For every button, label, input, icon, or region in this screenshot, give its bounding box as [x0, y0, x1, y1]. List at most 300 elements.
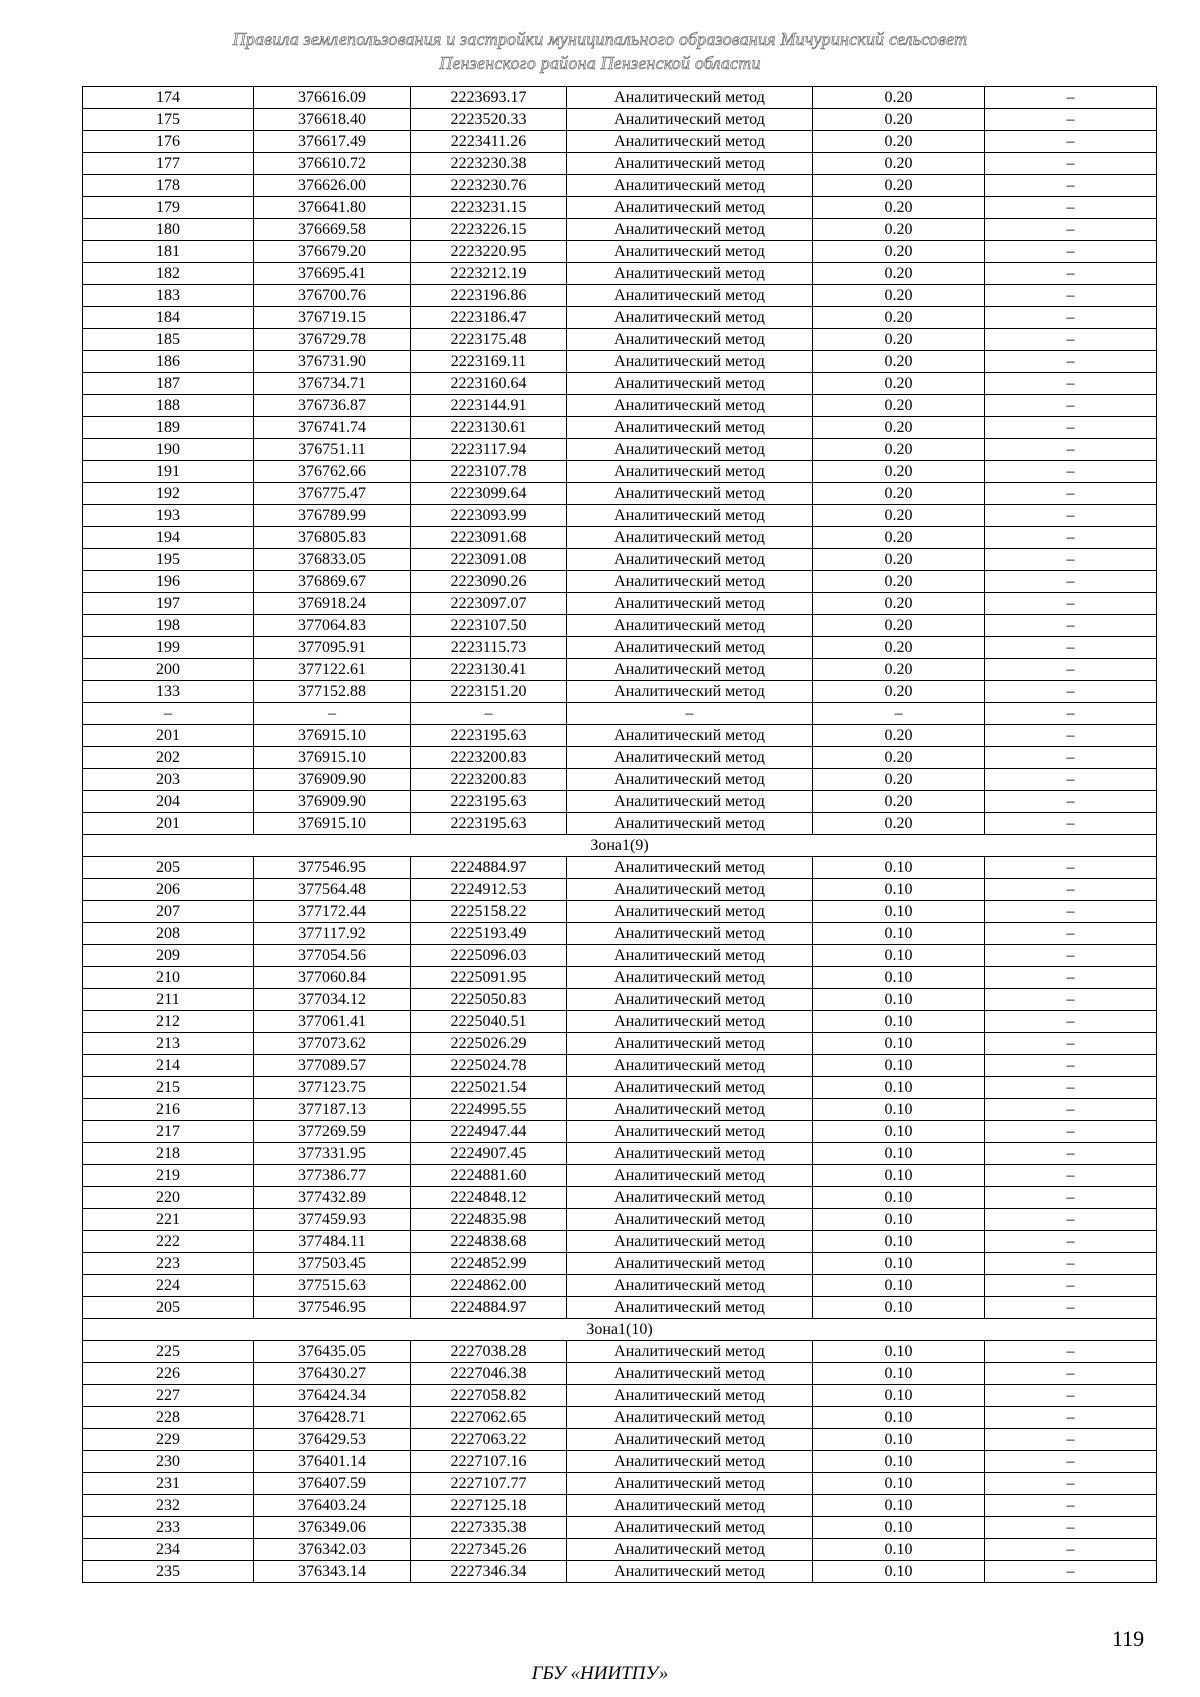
- table-row: [83, 615, 1157, 637]
- point-number-cell: 215: [83, 1077, 254, 1099]
- accuracy-cell: 0.20: [813, 131, 985, 153]
- table-row: [83, 241, 1157, 263]
- accuracy-cell: 0.20: [813, 373, 985, 395]
- method-cell: Аналитический метод: [567, 1429, 813, 1451]
- x-coordinate-cell: 377064.83: [254, 615, 411, 637]
- point-number-cell: 217: [83, 1121, 254, 1143]
- x-coordinate-cell: 376719.15: [254, 307, 411, 329]
- dash-cell: –: [985, 549, 1157, 571]
- y-coordinate-cell: 2225040.51: [411, 1011, 567, 1033]
- accuracy-cell: 0.20: [813, 87, 985, 109]
- x-coordinate-cell: 376679.20: [254, 241, 411, 263]
- y-coordinate-cell: 2225050.83: [411, 989, 567, 1011]
- accuracy-cell: 0.10: [813, 1407, 985, 1429]
- y-coordinate-cell: 2223212.19: [411, 263, 567, 285]
- x-coordinate-cell: 376428.71: [254, 1407, 411, 1429]
- method-cell: Аналитический метод: [567, 329, 813, 351]
- x-coordinate-cell: 377386.77: [254, 1165, 411, 1187]
- dash-cell: –: [985, 527, 1157, 549]
- dash-cell: –: [985, 1055, 1157, 1077]
- table-row: [83, 879, 1157, 901]
- accuracy-cell: 0.10: [813, 879, 985, 901]
- y-coordinate-cell: 2223130.41: [411, 659, 567, 681]
- x-coordinate-cell: 376729.78: [254, 329, 411, 351]
- table-row: [83, 263, 1157, 285]
- x-coordinate-cell: 376430.27: [254, 1363, 411, 1385]
- y-coordinate-cell: 2227335.38: [411, 1517, 567, 1539]
- y-coordinate-cell: 2224881.60: [411, 1165, 567, 1187]
- accuracy-cell: 0.10: [813, 1077, 985, 1099]
- method-cell: Аналитический метод: [567, 1055, 813, 1077]
- point-number-cell: 209: [83, 945, 254, 967]
- method-cell: Аналитический метод: [567, 1121, 813, 1143]
- table-row: [83, 1143, 1157, 1165]
- table-row: [83, 351, 1157, 373]
- y-coordinate-cell: 2223099.64: [411, 483, 567, 505]
- method-cell: Аналитический метод: [567, 373, 813, 395]
- y-coordinate-cell: 2223160.64: [411, 373, 567, 395]
- method-cell: Аналитический метод: [567, 439, 813, 461]
- method-cell: Аналитический метод: [567, 307, 813, 329]
- point-number-cell: 235: [83, 1561, 254, 1583]
- dash-cell: –: [985, 1011, 1157, 1033]
- y-coordinate-cell: 2223151.20: [411, 681, 567, 703]
- dash-cell: –: [985, 285, 1157, 307]
- x-coordinate-cell: 376349.06: [254, 1517, 411, 1539]
- dash-cell: –: [985, 945, 1157, 967]
- zone-header-row: [83, 835, 1157, 857]
- method-cell: Аналитический метод: [567, 527, 813, 549]
- dash-cell: –: [985, 329, 1157, 351]
- x-coordinate-cell: 377515.63: [254, 1275, 411, 1297]
- point-number-cell: 226: [83, 1363, 254, 1385]
- accuracy-cell: 0.10: [813, 1385, 985, 1407]
- table-row: [83, 197, 1157, 219]
- y-coordinate-cell: 2225096.03: [411, 945, 567, 967]
- table-row: [83, 1231, 1157, 1253]
- accuracy-cell: 0.20: [813, 813, 985, 835]
- method-cell: Аналитический метод: [567, 637, 813, 659]
- method-cell: Аналитический метод: [567, 1561, 813, 1583]
- method-cell: Аналитический метод: [567, 219, 813, 241]
- y-coordinate-cell: 2225091.95: [411, 967, 567, 989]
- accuracy-cell: 0.10: [813, 1451, 985, 1473]
- dash-cell: –: [985, 659, 1157, 681]
- point-number-cell: 191: [83, 461, 254, 483]
- table-row: [83, 813, 1157, 835]
- method-cell: Аналитический метод: [567, 1473, 813, 1495]
- table-row: [83, 527, 1157, 549]
- point-number-cell: 229: [83, 1429, 254, 1451]
- page-footer: ГБУ «НИИТПУ»: [531, 1663, 669, 1684]
- dash-cell: –: [985, 131, 1157, 153]
- y-coordinate-cell: 2225193.49: [411, 923, 567, 945]
- accuracy-cell: 0.20: [813, 439, 985, 461]
- dash-cell: –: [985, 637, 1157, 659]
- x-coordinate-cell: 376435.05: [254, 1341, 411, 1363]
- method-cell: Аналитический метод: [567, 1517, 813, 1539]
- point-number-cell: 228: [83, 1407, 254, 1429]
- accuracy-cell: 0.20: [813, 527, 985, 549]
- table-row: [83, 131, 1157, 153]
- y-coordinate-cell: 2224852.99: [411, 1253, 567, 1275]
- y-coordinate-cell: 2223195.63: [411, 813, 567, 835]
- table-row: [83, 1253, 1157, 1275]
- y-coordinate-cell: 2224884.97: [411, 1297, 567, 1319]
- method-cell: Аналитический метод: [567, 241, 813, 263]
- method-cell: Аналитический метод: [567, 1275, 813, 1297]
- point-number-cell: 222: [83, 1231, 254, 1253]
- point-number-cell: 225: [83, 1341, 254, 1363]
- point-number-cell: 205: [83, 1297, 254, 1319]
- dash-cell: –: [985, 175, 1157, 197]
- point-number-cell: 176: [83, 131, 254, 153]
- table-row: [83, 703, 1157, 725]
- accuracy-cell: 0.10: [813, 1473, 985, 1495]
- dash-cell: –: [985, 967, 1157, 989]
- accuracy-cell: 0.10: [813, 967, 985, 989]
- dash-cell: –: [985, 197, 1157, 219]
- accuracy-cell: 0.20: [813, 285, 985, 307]
- method-cell: Аналитический метод: [567, 153, 813, 175]
- method-cell: Аналитический метод: [567, 87, 813, 109]
- point-number-cell: 206: [83, 879, 254, 901]
- method-cell: Аналитический метод: [567, 967, 813, 989]
- point-number-cell: 174: [83, 87, 254, 109]
- point-number-cell: 211: [83, 989, 254, 1011]
- accuracy-cell: 0.20: [813, 329, 985, 351]
- point-number-cell: 200: [83, 659, 254, 681]
- dash-cell: –: [985, 1121, 1157, 1143]
- table-row: [83, 307, 1157, 329]
- point-number-cell: 208: [83, 923, 254, 945]
- dash-cell: –: [985, 153, 1157, 175]
- y-coordinate-cell: 2223226.15: [411, 219, 567, 241]
- x-coordinate-cell: 377060.84: [254, 967, 411, 989]
- point-number-cell: 198: [83, 615, 254, 637]
- table-row: [83, 857, 1157, 879]
- table-row: [83, 483, 1157, 505]
- method-cell: –: [567, 703, 813, 725]
- point-number-cell: 216: [83, 1099, 254, 1121]
- x-coordinate-cell: 376403.24: [254, 1495, 411, 1517]
- method-cell: Аналитический метод: [567, 1033, 813, 1055]
- dash-cell: –: [985, 1209, 1157, 1231]
- y-coordinate-cell: 2223195.63: [411, 725, 567, 747]
- x-coordinate-cell: 376909.90: [254, 791, 411, 813]
- y-coordinate-cell: 2224835.98: [411, 1209, 567, 1231]
- dash-cell: –: [985, 219, 1157, 241]
- coordinates-table: [82, 86, 1157, 1583]
- coordinates-table-body: [83, 87, 1157, 1583]
- point-number-cell: 204: [83, 791, 254, 813]
- table-row: [83, 571, 1157, 593]
- x-coordinate-cell: 377123.75: [254, 1077, 411, 1099]
- method-cell: Аналитический метод: [567, 1297, 813, 1319]
- accuracy-cell: 0.10: [813, 1275, 985, 1297]
- dash-cell: –: [985, 439, 1157, 461]
- dash-cell: –: [985, 1363, 1157, 1385]
- y-coordinate-cell: 2223411.26: [411, 131, 567, 153]
- y-coordinate-cell: 2227346.34: [411, 1561, 567, 1583]
- dash-cell: –: [985, 1385, 1157, 1407]
- method-cell: Аналитический метод: [567, 549, 813, 571]
- y-coordinate-cell: 2223107.78: [411, 461, 567, 483]
- dash-cell: –: [985, 857, 1157, 879]
- x-coordinate-cell: 377034.12: [254, 989, 411, 1011]
- y-coordinate-cell: 2224947.44: [411, 1121, 567, 1143]
- accuracy-cell: 0.10: [813, 1539, 985, 1561]
- accuracy-cell: 0.20: [813, 681, 985, 703]
- y-coordinate-cell: 2223200.83: [411, 747, 567, 769]
- accuracy-cell: 0.10: [813, 1055, 985, 1077]
- y-coordinate-cell: 2227046.38: [411, 1363, 567, 1385]
- method-cell: Аналитический метод: [567, 989, 813, 1011]
- point-number-cell: 201: [83, 725, 254, 747]
- method-cell: Аналитический метод: [567, 1143, 813, 1165]
- dash-cell: –: [985, 901, 1157, 923]
- method-cell: Аналитический метод: [567, 1253, 813, 1275]
- method-cell: Аналитический метод: [567, 879, 813, 901]
- table-row: [83, 1539, 1157, 1561]
- table-row: [83, 681, 1157, 703]
- point-number-cell: 202: [83, 747, 254, 769]
- dash-cell: –: [985, 1253, 1157, 1275]
- x-coordinate-cell: 376617.49: [254, 131, 411, 153]
- table-row: [83, 285, 1157, 307]
- y-coordinate-cell: 2227107.16: [411, 1451, 567, 1473]
- dash-cell: –: [985, 417, 1157, 439]
- dash-cell: –: [985, 769, 1157, 791]
- x-coordinate-cell: 376342.03: [254, 1539, 411, 1561]
- table-row: [83, 153, 1157, 175]
- table-row: [83, 1517, 1157, 1539]
- point-number-cell: 214: [83, 1055, 254, 1077]
- point-number-cell: 194: [83, 527, 254, 549]
- point-number-cell: 207: [83, 901, 254, 923]
- point-number-cell: 223: [83, 1253, 254, 1275]
- table-row: [83, 87, 1157, 109]
- accuracy-cell: 0.10: [813, 945, 985, 967]
- table-row: [83, 637, 1157, 659]
- y-coordinate-cell: 2223230.76: [411, 175, 567, 197]
- method-cell: Аналитический метод: [567, 1011, 813, 1033]
- y-coordinate-cell: 2227125.18: [411, 1495, 567, 1517]
- x-coordinate-cell: 377187.13: [254, 1099, 411, 1121]
- y-coordinate-cell: 2224862.00: [411, 1275, 567, 1297]
- point-number-cell: 193: [83, 505, 254, 527]
- dash-cell: –: [985, 373, 1157, 395]
- point-number-cell: 196: [83, 571, 254, 593]
- accuracy-cell: 0.10: [813, 1561, 985, 1583]
- y-coordinate-cell: 2223107.50: [411, 615, 567, 637]
- method-cell: Аналитический метод: [567, 1165, 813, 1187]
- accuracy-cell: 0.20: [813, 307, 985, 329]
- x-coordinate-cell: 376669.58: [254, 219, 411, 241]
- x-coordinate-cell: 376626.00: [254, 175, 411, 197]
- accuracy-cell: 0.10: [813, 1209, 985, 1231]
- table-row: [83, 1077, 1157, 1099]
- y-coordinate-cell: 2225024.78: [411, 1055, 567, 1077]
- x-coordinate-cell: 376775.47: [254, 483, 411, 505]
- x-coordinate-cell: 377122.61: [254, 659, 411, 681]
- point-number-cell: –: [83, 703, 254, 725]
- method-cell: Аналитический метод: [567, 263, 813, 285]
- point-number-cell: 180: [83, 219, 254, 241]
- dash-cell: –: [985, 1099, 1157, 1121]
- method-cell: Аналитический метод: [567, 483, 813, 505]
- dash-cell: –: [985, 1495, 1157, 1517]
- y-coordinate-cell: 2223220.95: [411, 241, 567, 263]
- x-coordinate-cell: 377061.41: [254, 1011, 411, 1033]
- y-coordinate-cell: 2225026.29: [411, 1033, 567, 1055]
- x-coordinate-cell: 376751.11: [254, 439, 411, 461]
- x-coordinate-cell: 376869.67: [254, 571, 411, 593]
- x-coordinate-cell: 377459.93: [254, 1209, 411, 1231]
- point-number-cell: 234: [83, 1539, 254, 1561]
- point-number-cell: 181: [83, 241, 254, 263]
- y-coordinate-cell: 2224884.97: [411, 857, 567, 879]
- point-number-cell: 232: [83, 1495, 254, 1517]
- dash-cell: –: [985, 593, 1157, 615]
- dash-cell: –: [985, 1451, 1157, 1473]
- method-cell: Аналитический метод: [567, 1077, 813, 1099]
- table-row: [83, 1495, 1157, 1517]
- x-coordinate-cell: 376610.72: [254, 153, 411, 175]
- y-coordinate-cell: 2227107.77: [411, 1473, 567, 1495]
- accuracy-cell: 0.10: [813, 1231, 985, 1253]
- dash-cell: –: [985, 879, 1157, 901]
- x-coordinate-cell: 376343.14: [254, 1561, 411, 1583]
- accuracy-cell: 0.20: [813, 395, 985, 417]
- y-coordinate-cell: 2225158.22: [411, 901, 567, 923]
- x-coordinate-cell: 376695.41: [254, 263, 411, 285]
- accuracy-cell: 0.20: [813, 769, 985, 791]
- table-row: [83, 1187, 1157, 1209]
- x-coordinate-cell: 376915.10: [254, 747, 411, 769]
- dash-cell: –: [985, 923, 1157, 945]
- point-number-cell: 203: [83, 769, 254, 791]
- table-row: [83, 417, 1157, 439]
- table-row: [83, 769, 1157, 791]
- y-coordinate-cell: 2224848.12: [411, 1187, 567, 1209]
- table-row: [83, 1011, 1157, 1033]
- dash-cell: –: [985, 791, 1157, 813]
- table-row: [83, 395, 1157, 417]
- point-number-cell: 197: [83, 593, 254, 615]
- method-cell: Аналитический метод: [567, 1231, 813, 1253]
- method-cell: Аналитический метод: [567, 923, 813, 945]
- accuracy-cell: 0.20: [813, 241, 985, 263]
- accuracy-cell: 0.20: [813, 747, 985, 769]
- y-coordinate-cell: 2223090.26: [411, 571, 567, 593]
- dash-cell: –: [985, 681, 1157, 703]
- method-cell: Аналитический метод: [567, 1209, 813, 1231]
- point-number-cell: 175: [83, 109, 254, 131]
- table-row: [83, 1297, 1157, 1319]
- point-number-cell: 233: [83, 1517, 254, 1539]
- dash-cell: –: [985, 1341, 1157, 1363]
- point-number-cell: 199: [83, 637, 254, 659]
- table-row: [83, 1407, 1157, 1429]
- x-coordinate-cell: 376731.90: [254, 351, 411, 373]
- y-coordinate-cell: 2225021.54: [411, 1077, 567, 1099]
- y-coordinate-cell: 2223200.83: [411, 769, 567, 791]
- accuracy-cell: 0.10: [813, 1341, 985, 1363]
- accuracy-cell: 0.20: [813, 109, 985, 131]
- y-coordinate-cell: 2224995.55: [411, 1099, 567, 1121]
- point-number-cell: 220: [83, 1187, 254, 1209]
- point-number-cell: 182: [83, 263, 254, 285]
- header-line-2: Пензенского района Пензенской области: [439, 53, 761, 73]
- point-number-cell: 178: [83, 175, 254, 197]
- page-header: [0, 27, 1200, 75]
- dash-cell: –: [985, 989, 1157, 1011]
- x-coordinate-cell: 376762.66: [254, 461, 411, 483]
- accuracy-cell: 0.20: [813, 351, 985, 373]
- x-coordinate-cell: –: [254, 703, 411, 725]
- y-coordinate-cell: –: [411, 703, 567, 725]
- method-cell: Аналитический метод: [567, 593, 813, 615]
- header-line-1: Правила землепользования и застройки муниципального образования Мичуринский сельсовет: [232, 29, 968, 49]
- y-coordinate-cell: 2223091.08: [411, 549, 567, 571]
- page-number: 119: [1112, 1626, 1145, 1651]
- x-coordinate-cell: 376429.53: [254, 1429, 411, 1451]
- x-coordinate-cell: 376641.80: [254, 197, 411, 219]
- table-row: [83, 461, 1157, 483]
- table-row: [83, 1055, 1157, 1077]
- table-row: [83, 747, 1157, 769]
- dash-cell: –: [985, 615, 1157, 637]
- table-row: [83, 1385, 1157, 1407]
- y-coordinate-cell: 2223231.15: [411, 197, 567, 219]
- y-coordinate-cell: 2224907.45: [411, 1143, 567, 1165]
- method-cell: Аналитический метод: [567, 131, 813, 153]
- method-cell: Аналитический метод: [567, 659, 813, 681]
- dash-cell: –: [985, 1077, 1157, 1099]
- x-coordinate-cell: 377117.92: [254, 923, 411, 945]
- dash-cell: –: [985, 1143, 1157, 1165]
- y-coordinate-cell: 2223117.94: [411, 439, 567, 461]
- dash-cell: –: [985, 505, 1157, 527]
- dash-cell: –: [985, 571, 1157, 593]
- dash-cell: –: [985, 747, 1157, 769]
- method-cell: Аналитический метод: [567, 725, 813, 747]
- table-row: [83, 1099, 1157, 1121]
- dash-cell: –: [985, 307, 1157, 329]
- table-row: [83, 175, 1157, 197]
- point-number-cell: 227: [83, 1385, 254, 1407]
- y-coordinate-cell: 2223186.47: [411, 307, 567, 329]
- x-coordinate-cell: 377269.59: [254, 1121, 411, 1143]
- method-cell: Аналитический метод: [567, 197, 813, 219]
- method-cell: Аналитический метод: [567, 351, 813, 373]
- point-number-cell: 230: [83, 1451, 254, 1473]
- dash-cell: –: [985, 703, 1157, 725]
- method-cell: Аналитический метод: [567, 945, 813, 967]
- method-cell: Аналитический метод: [567, 1187, 813, 1209]
- dash-cell: –: [985, 483, 1157, 505]
- x-coordinate-cell: 376805.83: [254, 527, 411, 549]
- accuracy-cell: 0.10: [813, 1495, 985, 1517]
- point-number-cell: 185: [83, 329, 254, 351]
- point-number-cell: 187: [83, 373, 254, 395]
- table-row: [83, 1165, 1157, 1187]
- table-row: [83, 505, 1157, 527]
- table-row: [83, 1473, 1157, 1495]
- y-coordinate-cell: 2223195.63: [411, 791, 567, 813]
- x-coordinate-cell: 376616.09: [254, 87, 411, 109]
